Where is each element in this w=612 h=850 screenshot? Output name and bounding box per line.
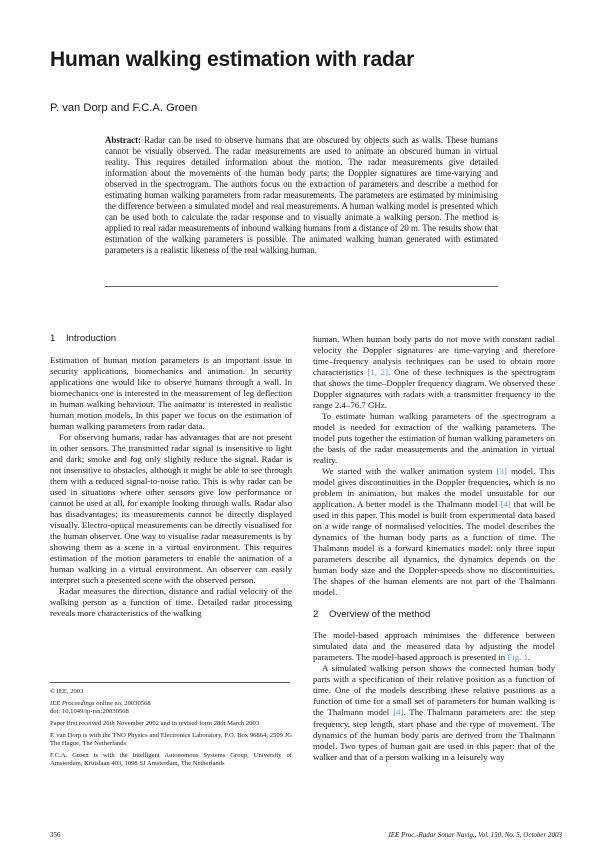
section-2-number: 2 xyxy=(313,609,319,621)
intro-paragraph-4 xyxy=(313,334,555,411)
intro-paragraph-6-text-a: We started with the walker animation system xyxy=(322,466,493,477)
method-paragraph-2-text-b: . The Thalmann parameters are: the step frequency, step length, start phase and the type of movement. The dynamics of the human body parts are derived from the Thalmann model. Two types of human gait are used in this paper: that of the walker and that of a person walking in a leisurely way xyxy=(313,707,555,762)
doi-line: doi: 10.1049/ip-rsn:20030568 xyxy=(50,708,129,716)
method-paragraph-1-tail: . xyxy=(528,652,531,663)
abstract-label: Abstract: xyxy=(105,135,141,145)
section-1-title: Introduction xyxy=(66,333,117,344)
section-2-heading xyxy=(313,609,555,621)
citation-link[interactable]: [1, 2] xyxy=(367,367,389,378)
citation-link[interactable]: [3] xyxy=(496,466,507,477)
figure-link[interactable]: Fig. 1 xyxy=(507,652,528,663)
intro-paragraph-1: Estimation of human motion parameters is an important issue in security applications, biomechanics and animation. In security applications one would like to observe humans through a wall. In biomechanics one is interested in the measurement of leg deflection in human walking behaviour. The animator is interested in realistic human motion models. In this paper we focus on the estimation of human walking parameters from radar data. xyxy=(50,355,292,432)
copyright-notice: © IEE, 2003 xyxy=(50,688,84,695)
footnote-divider xyxy=(50,682,290,683)
abstract-text: Radar can be used to observe humans that are obscured by objects such as walls. These humans cannot be visually observed. The radar measurements are used to animate an obscured human in virtual reality. This requires detailed information about the motion. The radar measurements give detailed information about the movements of the human body parts; the Doppler signatures are time-varying and observed in the spectrogram. The authors focus on the extraction of parameters and describe a method for estimating human walking parameters from radar measurements. The parameters are estimated by minimising the difference between a simulated model and real measurements. A human walking model is presented which can be used both to calculate the radar response and to visually animate a walking person. The method is applied to real radar measurements of inbound walking humans from a distance of 20 m. The results show that estimation of the walking parameters is possible. The animated walking human generated with estimated parameters is a realistic likeness of the real walking human. xyxy=(105,135,498,256)
affiliation-van-dorp: P. van Dorp is with the TNO Physics and Electronics Laboratory, P.O. Box 96864, 2509 JG The Hague, The Netherlands xyxy=(50,731,292,748)
received-line: Paper first received 26th November 2002 and in revised form 28th March 2003 xyxy=(50,720,260,728)
section-1-heading xyxy=(50,333,292,345)
method-paragraph-1 xyxy=(313,630,555,663)
section-1-number: 1 xyxy=(50,333,56,344)
journal-citation: IEE Proc.-Radar Sonar Navig., Vol. 150, No. 5, October 2003 xyxy=(388,831,562,839)
proceedings-label: IEE Proceedings xyxy=(50,699,95,707)
authors: P. van Dorp and F.C.A. Groen xyxy=(50,102,198,114)
method-paragraph-1-text: The model-based approach minimises the difference between simulated data and the measured data by adjusting the model parameters. The model-based approach is presented in xyxy=(313,630,555,663)
intro-paragraph-4-text: human. When human body parts do not move with constant radial velocity the Doppler signatures are time-varying and therefore time–frequency analysis techniques can be used to obtain more characteristics xyxy=(313,334,555,378)
intro-paragraph-6-text-b: model. This model gives discontinuities in the Doppler frequencies, which is no problem in animation, but makes the model unsuitable for our application. A better model is the Thalmann model xyxy=(313,466,555,510)
left-column xyxy=(50,333,292,619)
intro-paragraph-5: To estimate human walking parameters of the spectrogram a model is needed for extraction of the walking parameters. The model puts together the estimation of human walking parameters on the basis of the radar measurements and the animation in virtual reality. xyxy=(313,411,555,466)
section-2-title: Overview of the method xyxy=(329,609,431,621)
method-paragraph-2 xyxy=(313,663,555,762)
paper-title: Human walking estimation with radar xyxy=(50,48,415,71)
proceedings-line xyxy=(50,700,292,708)
intro-paragraph-3: Radar measures the direction, distance and radial velocity of the walking person as a function of time. Detailed radar processing reveals more characteristics of the walking xyxy=(50,586,292,619)
abstract xyxy=(105,135,498,257)
intro-paragraph-2: For observing humans, radar has advantages that are not present in other sensors. The transmitted radar signal is insensitive to light and dark; smoke and fog only slightly reduce the signal. Radar is not insensitive to obstacles, although it might be able to see through them with a reduced signal-to-noise ratio. This is why radar can be used in situations where other sensors give low performance or cannot be used at all, for example looking through walls. Radar also has disadvantages; its measurements cannot be directly displayed visually. Electro-optical measurements can be directly visualised for the human observer. One way to visualise radar measurements is by showing them as a scene in a virtual environment. This requires estimation of the motion parameters to enable the animation of a human walking in a virtual environment. An observer can easily interpret such a presented scene with the observed person. xyxy=(50,432,292,586)
intro-paragraph-4-tail: . One of these techniques is the spectrogram that shows the time–Doppler frequency diagram. We observed these Doppler signatures with radars with a transmitter frequency in the range 2.4–76.7 GHz. xyxy=(313,367,555,411)
page-number: 356 xyxy=(50,831,61,839)
proceedings-number: online no. 20030568 xyxy=(94,699,151,707)
intro-paragraph-6 xyxy=(313,466,555,598)
right-column xyxy=(313,334,555,763)
affiliation-groen: F.C.A. Groen is with the Intelligent Autonomous Systems Group, University of Amsterdam, Kruislaan 403, 1098 SJ Amsterdam, The Netherlands xyxy=(50,752,292,768)
intro-paragraph-6-text-c: that will be used in this paper. This model is built from experimental data based on a wide range of normalised velocities. The model describes the dynamics of the human body parts as a function of time. The Thalmann model is a forward kinematics model: only three input parameters describe all dynamics, the dynamics depends on the human body size and the Doppler-speeds show no discontinuities. The shapes of the human elements are not part of the Thalmann model. xyxy=(313,499,555,598)
method-paragraph-2-text-a: A simulated walking person shows the connected human body parts with a specification of their relative position as a function of time. One of the models describing these relative positions as a function of time for a small set of parameters for human walking is the Thalmann model xyxy=(313,663,555,718)
citation-link[interactable]: [4] xyxy=(500,499,511,510)
citation-link[interactable]: [4] xyxy=(393,707,404,718)
abstract-divider xyxy=(105,286,498,287)
footnotes xyxy=(50,688,292,772)
